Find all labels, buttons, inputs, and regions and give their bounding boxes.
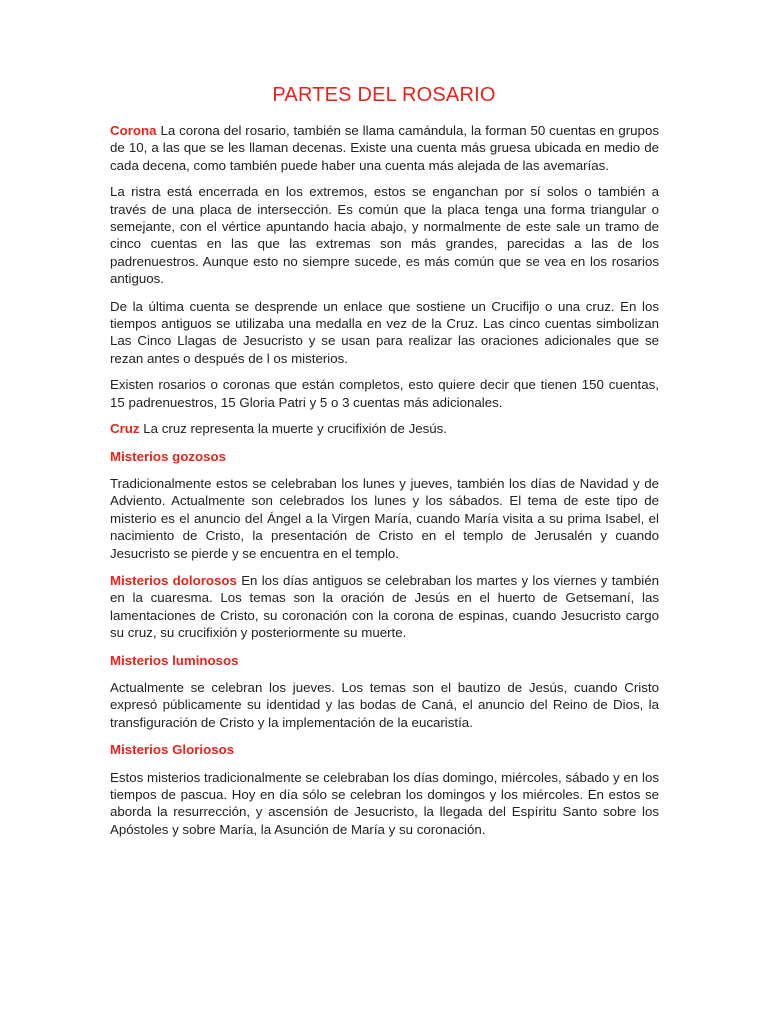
gozosos-heading: Misterios gozosos [110, 448, 226, 464]
gloriosos-paragraph: Estos misterios tradicionalmente se celebraban los días domingo, miércoles, sábado y en los tiempos de pascua. Hoy en día sólo se celebran los domingos y los miércoles. En estos se aborda la resurrección, y ascensión de Jesucristo, la llegada del Espíritu Santo sobre los Apóstoles y sobre María, la Asunción de María y su coronación. [110, 769, 659, 837]
dolorosos-paragraph [110, 572, 659, 642]
gloriosos-heading: Misterios Gloriosos [110, 742, 235, 758]
ristra-paragraph: La ristra está encerrada en los extremos, estos se enganchan por sí solos o también a través de una placa de intersección. Es común que la placa tenga una forma triangular o semejante, con el vértice apuntando hacia abajo, y normalmente de este sale un tramo de cinco cuentas en las que las extremas son más grandes, parecidas a las de los padrenuestros. Aunque esto no siempre sucede, es más común que se vea en los rosarios antiguos. [110, 184, 659, 287]
luminosos-paragraph: Actualmente se celebran los jueves. Los temas son el bautizo de Jesús, cuando Cristo expresó públicamente su identidad y las bodas de Caná, el anuncio del Reino de Dios, la transfiguración de Cristo y la implementación de la eucaristía. [110, 679, 659, 730]
document-body [110, 122, 659, 838]
dolorosos-text: En los días antiguos se celebraban los martes y los viernes y también en la cuaresma. Los temas son la oración de Jesús en el huerto de Getsemaní, las lamentaciones de Cristo, su coronación con la corona de espinas, cuando Jesucristo cargo su cruz, su crucifixión y posteriormente su muerte. [110, 572, 659, 641]
luminosos-heading: Misterios luminosos [110, 652, 239, 668]
cruz-paragraph [110, 420, 659, 437]
cruz-text: La cruz representa la muerte y crucifixión de Jesús. [139, 421, 448, 437]
ultima-cuenta-paragraph: De la última cuenta se desprende un enlace que sostiene un Crucifijo o una cruz. En los tiempos antiguos se utilizaba una medalla en vez de la Cruz. Las cinco cuentas simbolizan Las Cinco Llagas de Jesucristo y se usan para realizar las oraciones adicionales que se rezan antes o después de l os misterios. [110, 298, 659, 366]
cruz-label: Cruz [110, 421, 140, 437]
dolorosos-label: Misterios dolorosos [110, 572, 237, 588]
gozosos-paragraph: Tradicionalmente estos se celebraban los lunes y jueves, también los días de Navidad y de Adviento. Actualmente son celebrados los lunes y los sábados. El tema de este tipo de misterio es el anuncio del Ángel a la Virgen María, cuando María visita a su prima Isabel, el nacimiento de Cristo, la presentación de Cristo en el templo de Jerusalén y cuando Jesucristo se pierde y se encuentra en el templo. [110, 475, 659, 561]
existen-paragraph: Existen rosarios o coronas que están completos, esto quiere decir que tienen 150 cuentas, 15 padrenuestros, 15 Gloria Patri y 5 o 3 cuentas más adicionales. [110, 377, 659, 410]
page-title: PARTES DEL ROSARIO [272, 84, 496, 106]
corona-paragraph [110, 122, 659, 174]
corona-label: Corona [110, 123, 157, 138]
corona-text: La corona del rosario, también se llama camándula, la forman 50 cuentas en grupos de 10, a las que se les llaman decenas. Existe una cuenta más gruesa ubicada en medio de cada decena, como también puede haber una cuenta más alejada de las avemarías. [110, 123, 659, 173]
